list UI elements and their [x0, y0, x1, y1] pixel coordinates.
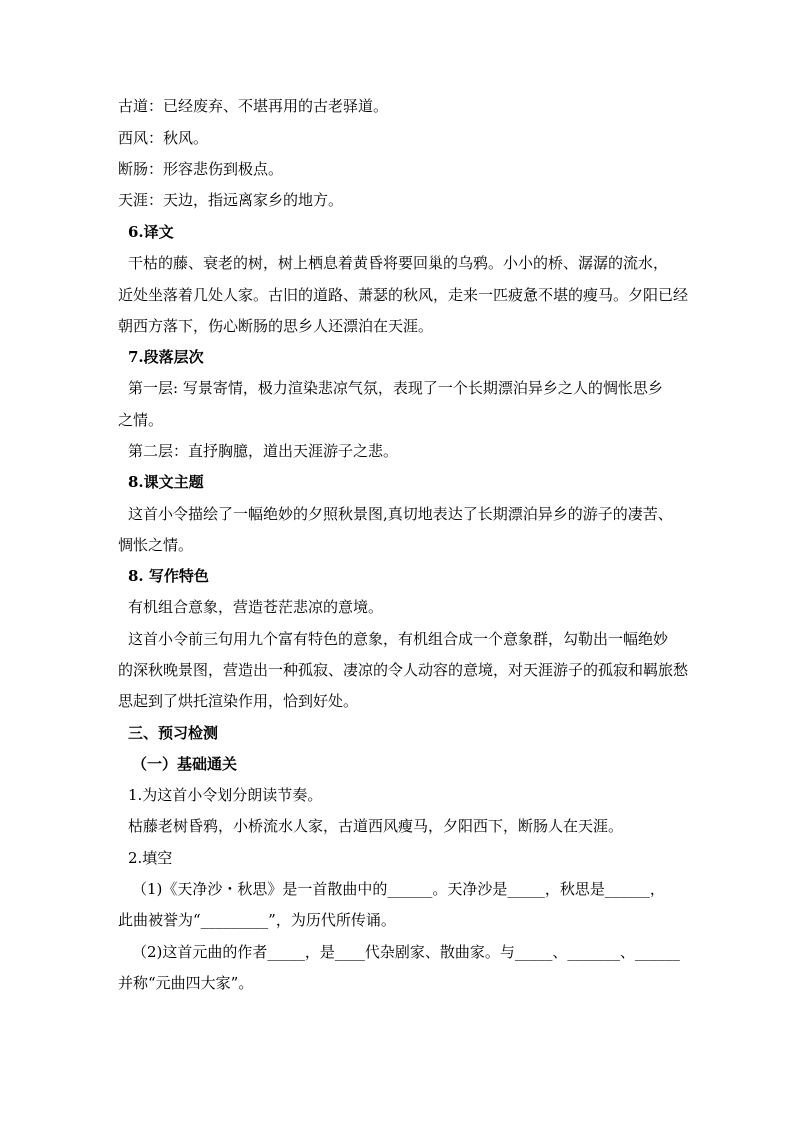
structure-line: 第二层：直抒胸臆，道出天涯游子之悲。 — [128, 442, 399, 460]
section-heading-translation: 6.译文 — [128, 223, 174, 241]
theme-line: 这首小令描绘了一幅绝妙的夕照秋景图,真切地表达了长期漂泊异乡的游子的凄苦、 — [128, 505, 673, 523]
structure-line: 之情。 — [118, 411, 164, 429]
translation-line: 干枯的藤、衰老的树，树上栖息着黄昏将要回巢的乌鸦。小小的桥、潺潺的流水， — [128, 254, 669, 272]
subsection-heading-basics: （一）基础通关 — [132, 755, 238, 773]
definition-xifeng: 西风：秋风。 — [118, 129, 209, 147]
fill-blank-line: 此曲被誉为“_________”，为历代所传诵。 — [118, 911, 396, 929]
fill-blank-line: （1)《天净沙・秋思》是一首散曲中的______。天净沙是_____，秋思是______， — [132, 880, 665, 898]
exercise-question: 1.为这首小令划分朗读节奏。 — [128, 786, 323, 804]
translation-line: 朝西方落下，伤心断肠的思乡人还漂泊在天涯。 — [118, 317, 434, 335]
features-line: 这首小令前三句用九个富有特色的意象，有机组合成一个意象群，勾勒出一幅绝妙 — [128, 630, 669, 648]
features-line: 有机组合意象，营造苍茫悲凉的意境。 — [128, 598, 384, 616]
translation-line: 近处坐落着几处人家。古旧的道路、萧瑟的秋风，走来一匹疲惫不堪的瘦马。夕阳已经 — [118, 286, 689, 304]
exercise-question: 2.填空 — [128, 849, 173, 867]
section-heading-preview-check: 三、预习检测 — [128, 724, 219, 742]
exercise-answer: 枯藤老树昏鸦，小桥流水人家，古道西风瘦马，夕阳西下，断肠人在天涯。 — [128, 817, 624, 835]
structure-line: 第一层: 写景寄情，极力渲染悲凉气氛，表现了一个长期漂泊异乡之人的惆怅思乡 — [128, 379, 663, 397]
theme-line: 惆怅之情。 — [118, 536, 194, 554]
features-line: 的深秋晚景图，营造出一种孤寂、凄凉的令人动容的意境，对天涯游子的孤寂和羁旅愁 — [118, 661, 689, 679]
definition-tianya: 天涯：天边，指远离家乡的地方。 — [118, 191, 344, 209]
section-heading-features: 8. 写作特色 — [128, 567, 209, 585]
fill-blank-line: （2)这首元曲的作者_____，是____代杂剧家、散曲家。与_____、_______、______ — [132, 943, 680, 961]
definition-gudao: 古道：已经废弃、不堪再用的古老驿道。 — [118, 97, 389, 115]
definition-duanchang: 断肠：形容悲伤到极点。 — [118, 160, 284, 178]
section-heading-structure: 7.段落层次 — [128, 348, 204, 366]
section-heading-theme: 8.课文主题 — [128, 473, 204, 491]
fill-blank-line: 并称“元曲四大家”。 — [118, 974, 254, 992]
features-line: 思起到了烘托渲染作用，恰到好处。 — [118, 692, 359, 710]
